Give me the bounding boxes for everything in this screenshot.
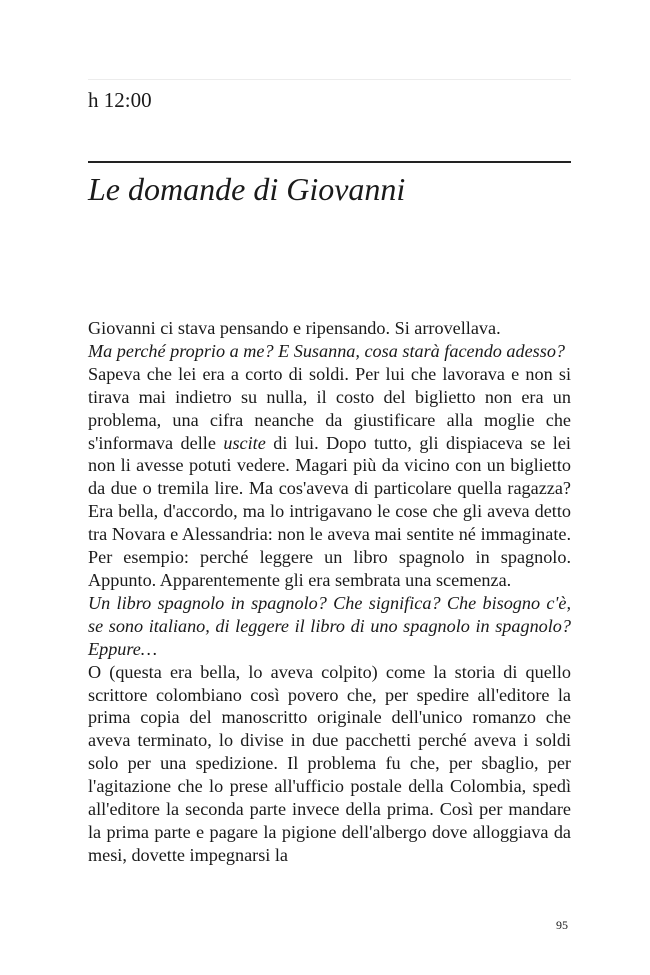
text-run: Sapeva che lei era a corto di soldi. Per lui che lavorava e non si tirava mai indietro su nulla, il costo del biglietto non era un problema, una cifra neanche da giustificare alla moglie che s'informava delle [88,363,571,453]
top-rule [88,79,571,80]
text-run: di lui. Dopo tutto, gli dispiaceva se lei non li avesse potuti vedere. Magari più da vicino con un biglietto da due o tremila lire. Ma cos'aveva di particolare quella ragazza? Era bella, d'accordo, ma lo intrigavano le cose che gli aveva detto tra Novara e Alessandria: non le aveva mai sentite né immaginate. Per esempio: perché leggere un libro spagnolo in spagnolo. Appunto. Apparentemente gli era sembrata una scemenza. [88,432,571,590]
page-number: 95 [556,918,568,932]
paragraph [88,363,571,592]
body-text [88,317,571,867]
chapter-title: Le domande di Giovanni [88,171,406,207]
title-rule [88,161,571,163]
time-label: h 12:00 [88,88,152,112]
paragraph-italic: Un libro spagnolo in spagnolo? Che significa? Che bisogno c'è, se sono italiano, di leggere il libro di uno spagnolo in spagnolo? Eppure… [88,592,571,659]
paragraph: Giovanni ci stava pensando e ripensando. Si arrovellava. [88,318,501,338]
paragraph: O (questa era bella, lo aveva colpito) come la storia di quello scrittore colombiano così povero che, per spedire all'editore la prima copia del manoscritto originale dell'unico romanzo che aveva terminato, lo divise in due pacchetti perché aveva i soldi solo per una spedizione. Il problema fu che, per sbaglio, per l'agitazione che lo prese all'ufficio postale della Colombia, spedì all'editore la seconda parte invece della prima. Così per mandare la prima parte e pagare la pigione dell'albergo dove alloggiava da mesi, dovette impegnarsi la [88,661,571,865]
text-run-italic: uscite [223,432,266,453]
paragraph-italic: Ma perché proprio a me? E Susanna, cosa starà facendo adesso? [88,340,566,361]
